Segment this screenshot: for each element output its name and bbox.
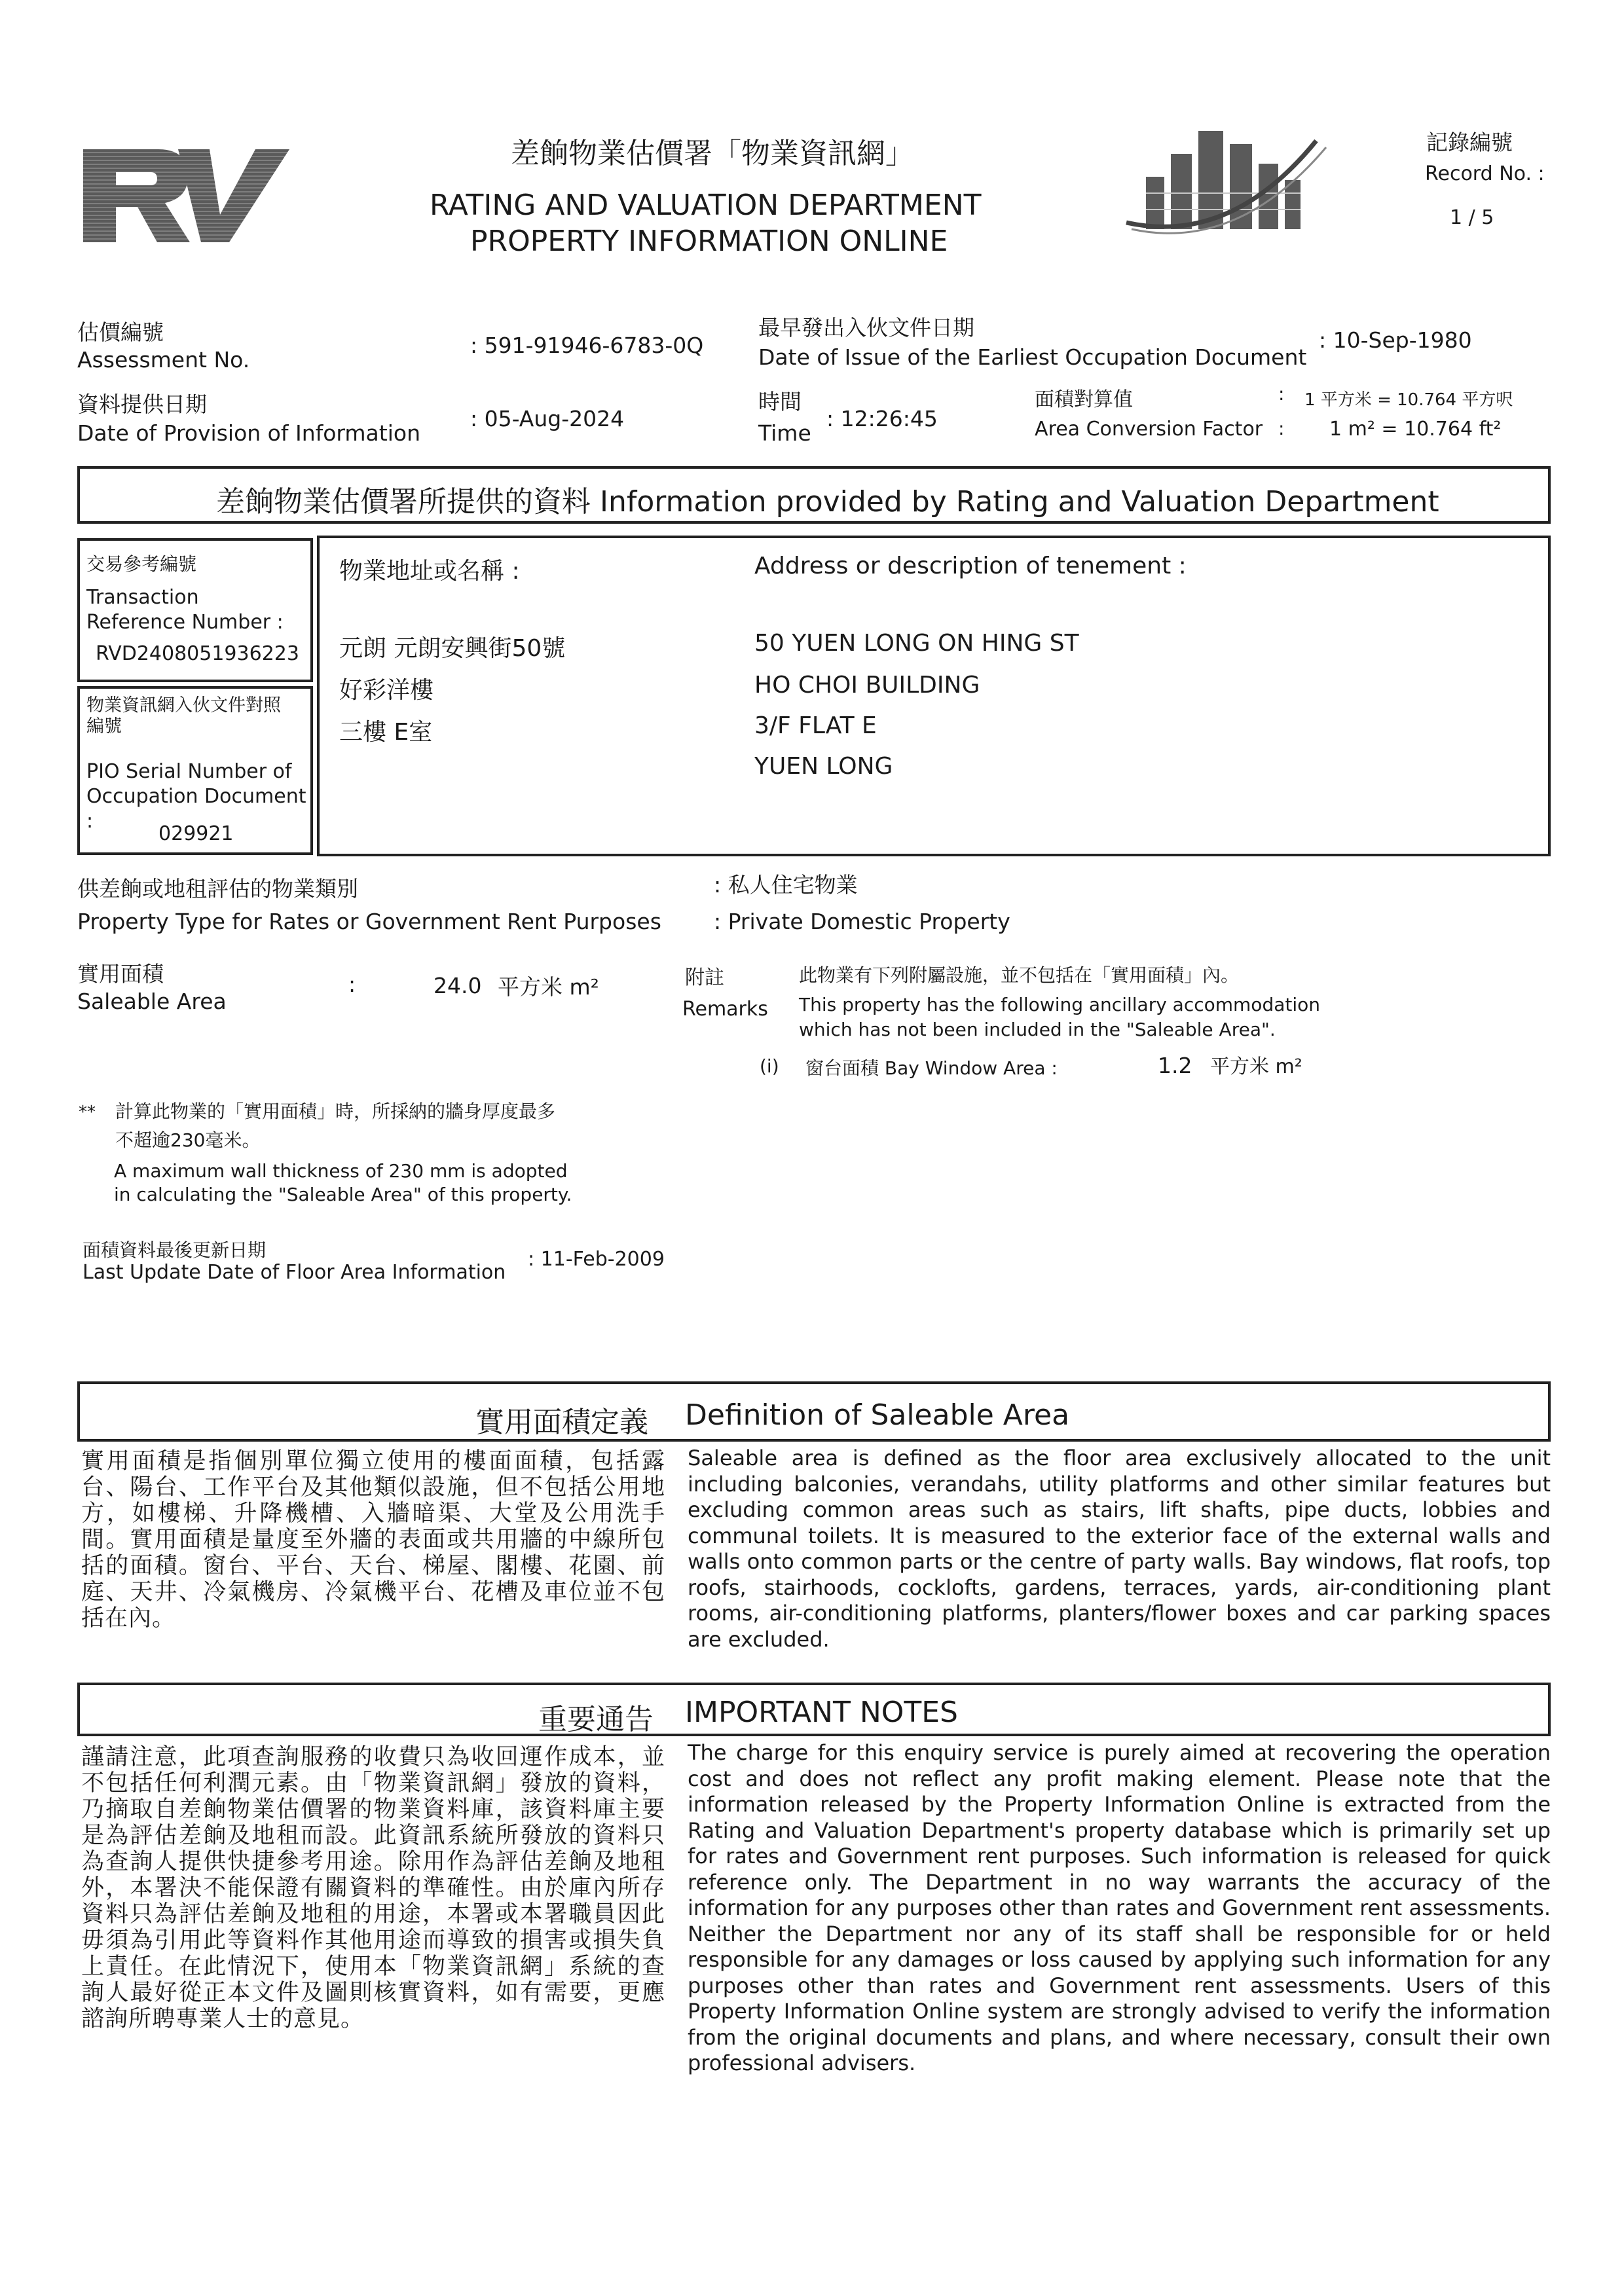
rv-logo-graphic xyxy=(80,143,293,249)
important-text-zh: 謹請注意，此項查詢服務的收費只為收回運作成本，並不包括任何利潤元素。由「物業資訊網」發放的資料，乃摘取自差餉物業估價署的物業資料庫，該資料庫主要是為評估差餉及地租而設。此資訊系統所發放的資料只為查詢人提供快捷參考用途。除用作為評估差餉及地租外，本署決不能保證有關資料的準確性。由於庫內所存資料只為評估差餉及地租的用途，本署或本署職員因此毋須為引用此等資料作其他用途而導致的損害或損失負上責任。在此情況下，使用本「物業資訊網」系統的查詢人最好從正本文件及圖則核實資料，如有需要，更應諮詢所聘專業人士的意見。 xyxy=(81,1744,665,2032)
conversion-label-zh: 面積對算值 xyxy=(1035,388,1133,411)
wall-note-zh-1: 計算此物業的「實用面積」時，所採納的牆身厚度最多 xyxy=(115,1101,556,1122)
header-title-en-1: RATING AND VALUATION DEPARTMENT xyxy=(430,189,982,222)
assessment-label-en: Assessment No. xyxy=(77,347,250,373)
wall-note-en-1: A maximum wall thickness of 230 mm is adopted xyxy=(114,1160,568,1182)
record-value: 1 / 5 xyxy=(1450,206,1494,229)
address-zh-line-1: 元朗 元朗安興街50號 xyxy=(339,635,566,662)
saleable-unit: 平方米 m² xyxy=(498,974,599,1000)
property-type-value-zh: : 私人住宅物業 xyxy=(714,872,858,898)
buildings-emblem-graphic xyxy=(1120,115,1342,239)
assessment-value: : 591-91946-6783-0Q xyxy=(470,333,704,358)
transaction-box xyxy=(77,538,313,682)
address-en-line-1: 50 YUEN LONG ON HING ST xyxy=(754,630,1079,657)
property-type-label-en: Property Type for Rates or Government Rent Purposes xyxy=(77,909,661,934)
time-value: : 12:26:45 xyxy=(826,406,938,431)
saleable-label-zh: 實用面積 xyxy=(77,961,164,987)
important-title-en: IMPORTANT NOTES xyxy=(685,1696,958,1729)
saleable-colon: : xyxy=(348,972,356,997)
important-header xyxy=(77,1683,1551,1736)
conversion-colon-1: : xyxy=(1278,383,1285,405)
conversion-line-1: 1 平方米 = 10.764 平方呎 xyxy=(1304,390,1513,410)
pio-box xyxy=(77,686,313,855)
header-title-zh: 差餉物業估價署「物業資訊網」 xyxy=(511,137,914,170)
remarks-text-en-1: This property has the following ancillary accommodation xyxy=(799,994,1321,1015)
remarks-text-zh: 此物業有下列附屬設施，並不包括在「實用面積」內。 xyxy=(799,964,1240,986)
conversion-label-en: Area Conversion Factor xyxy=(1035,418,1263,441)
info-banner xyxy=(77,466,1551,524)
address-en-line-3: 3/F FLAT E xyxy=(754,712,877,739)
address-en-line-4: YUEN LONG xyxy=(754,753,893,780)
definition-text-en: Saleable area is defined as the floor area exclusively allocated to the unit including balconies, verandahs, utility platforms and other similar features but excluding common areas such as stairs, lift shafts, pipe ducts, lobbies and communal toilets. It is measured to the exterior face of the external walls and walls onto common parts or the centre of party walls. Bay windows, flat roofs, top roofs, stairhoods, cocklofts, gardens, terraces, yards, air-conditioning plant rooms, air-conditioning platforms, planters/flower boxes and car parking spaces are excluded. xyxy=(688,1446,1551,1652)
record-label-en: Record No. : xyxy=(1425,162,1545,185)
important-text-en: The charge for this enquiry service is purely aimed at recovering the operation cost and does not reflect any profit making element. Please note that the information released by the Property Information Online is extracted from the Rating and Valuation Department's property database which is primarily set up for rates and Government rent purposes. Such information is released for quick reference only. The Department in no way warrants the accuracy of the information for any purposes other than rates and Government rent assessments. Neither the Department nor any of its staff shall be responsible for or held responsible for any damages or loss caused by applying such information for any purposes other than rates and Government rent assessments. Users of this Property Information Online system are strongly advised to verify the information from the original documents and plans, and where necessary, consult their own professional advisers. xyxy=(688,1740,1551,2075)
definition-title-zh: 實用面積定義 xyxy=(475,1406,648,1439)
address-label-en: Address or description of tenement : xyxy=(754,553,1187,579)
address-label-zh: 物業地址或名稱 : xyxy=(339,558,520,585)
address-zh-line-2: 好彩洋樓 xyxy=(339,677,434,704)
definition-text-zh: 實用面積是指個別單位獨立使用的樓面面積，包括露台、陽台、工作平台及其他類似設施，但不包括公用地方，如樓梯、升降機槽、入牆暗渠、大堂及公用洗手間。實用面積是量度至外牆的表面或共用牆的中線所包括的面積。窗台、平台、天台、梯屋、閣樓、花園、前庭、天井、冷氣機房、冷氣機平台、花槽及車位並不包括在內。 xyxy=(81,1448,665,1631)
occupation-label-zh: 最早發出入伙文件日期 xyxy=(758,315,974,340)
provision-label-en: Date of Provision of Information xyxy=(77,420,420,446)
assessment-label-zh: 估價編號 xyxy=(77,319,164,345)
property-type-value-en: : Private Domestic Property xyxy=(714,909,1010,934)
occupation-value: : 10-Sep-1980 xyxy=(1319,327,1472,353)
important-title-zh: 重要通告 xyxy=(538,1703,654,1736)
transaction-value: RVD2408051936223 xyxy=(96,642,299,665)
remarks-item-label: 窗台面積 Bay Window Area : xyxy=(805,1057,1058,1079)
definition-title-en: Definition of Saleable Area xyxy=(685,1398,1070,1432)
address-zh-line-3: 三樓 E室 xyxy=(339,719,433,746)
pio-label-zh: 物業資訊網入伙文件對照編號 xyxy=(86,695,281,737)
provision-label-zh: 資料提供日期 xyxy=(77,392,207,417)
header-title-en-2: PROPERTY INFORMATION ONLINE xyxy=(470,225,948,258)
time-label-en: Time xyxy=(758,420,811,446)
rv-logo xyxy=(80,143,293,249)
pio-value: 029921 xyxy=(158,822,234,845)
wall-note-marker: ** xyxy=(79,1102,96,1122)
address-box xyxy=(317,536,1551,856)
saleable-value: 24.0 xyxy=(434,973,482,998)
last-update-label-zh: 面積資料最後更新日期 xyxy=(83,1239,267,1261)
buildings-emblem xyxy=(1120,115,1342,239)
pio-label-en: PIO Serial Number of Occupation Document : xyxy=(86,760,306,833)
remarks-text-en-2: which has not been included in the "Saleable Area". xyxy=(799,1019,1276,1040)
last-update-value: : 11-Feb-2009 xyxy=(528,1248,665,1271)
transaction-label-en: Transaction Reference Number : xyxy=(86,586,284,634)
remarks-label-en: Remarks xyxy=(682,998,768,1021)
remarks-label-zh: 附註 xyxy=(685,966,724,989)
conversion-line-2: 1 m² = 10.764 ft² xyxy=(1329,418,1502,441)
occupation-label-en: Date of Issue of the Earliest Occupation Document xyxy=(758,344,1307,370)
info-banner-text: 差餉物業估價署所提供的資料 Information provided by Rating and Valuation Department xyxy=(216,485,1439,519)
conversion-colon-2: : xyxy=(1278,418,1285,439)
transaction-label-zh: 交易參考編號 xyxy=(86,553,197,575)
wall-note-en-2: in calculating the "Saleable Area" of this property. xyxy=(114,1184,572,1205)
remarks-item-value: 1.2 xyxy=(1158,1053,1192,1078)
last-update-label-en: Last Update Date of Floor Area Information xyxy=(83,1261,506,1284)
property-type-label-zh: 供差餉或地租評估的物業類別 xyxy=(77,876,358,902)
provision-value: : 05-Aug-2024 xyxy=(470,406,625,431)
record-label-zh: 記錄編號 xyxy=(1426,130,1513,155)
wall-note-zh-2: 不超逾230毫米。 xyxy=(115,1129,261,1151)
saleable-label-en: Saleable Area xyxy=(77,989,227,1014)
address-en-line-2: HO CHOI BUILDING xyxy=(754,672,980,699)
definition-header xyxy=(77,1381,1551,1442)
time-label-zh: 時間 xyxy=(758,389,802,414)
remarks-item-index: (i) xyxy=(760,1055,779,1077)
remarks-item-unit: 平方米 m² xyxy=(1210,1055,1302,1078)
